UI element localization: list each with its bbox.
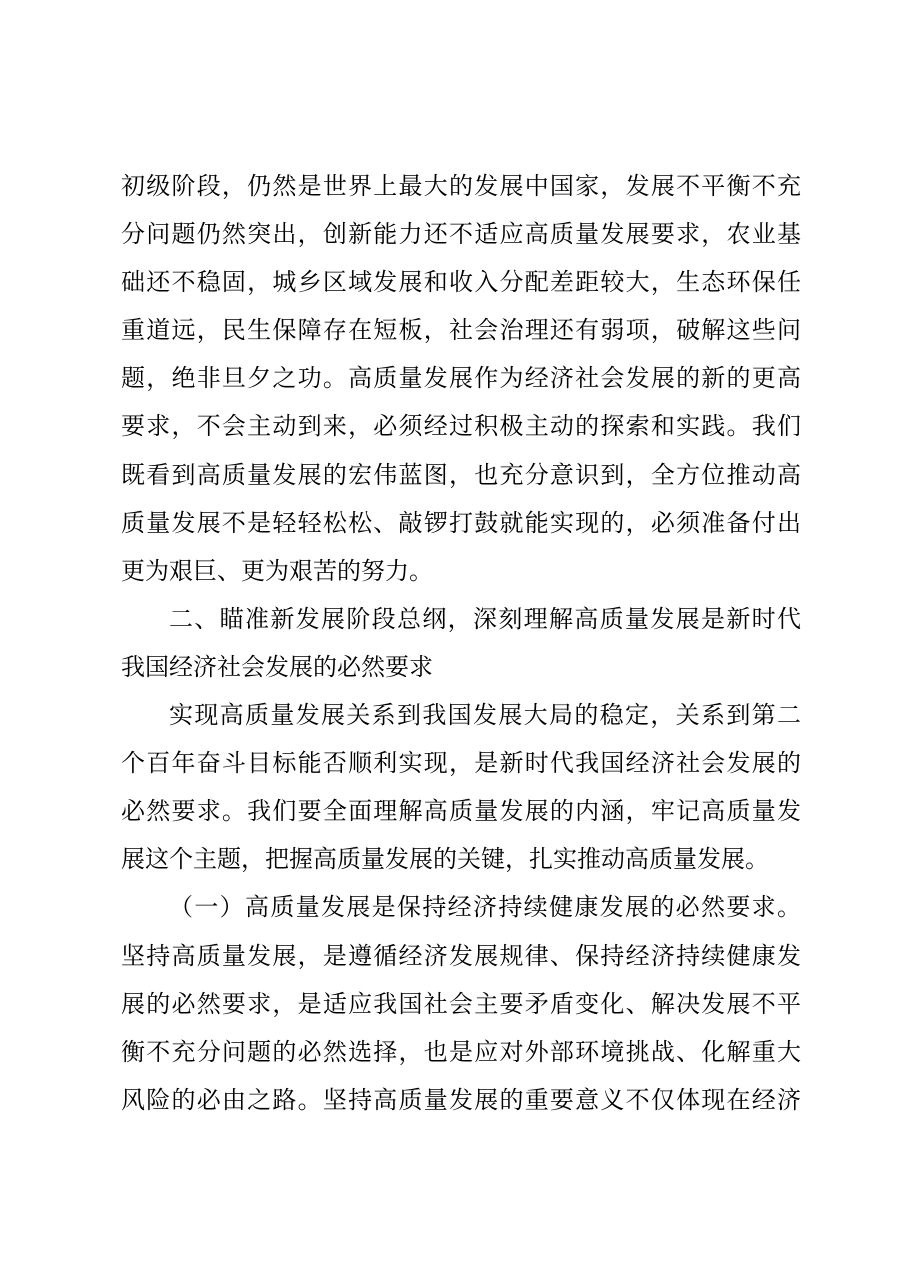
paragraph-line: 衡不充分问题的必然选择，也是应对外部环境挑战、化解重大 bbox=[121, 1037, 801, 1066]
paragraph-line: 既看到高质量发展的宏伟蓝图，也充分意识到，全方位推动高 bbox=[121, 460, 801, 489]
paragraph-line: 个百年奋斗目标能否顺利实现，是新时代我国经济社会发展的 bbox=[121, 749, 801, 778]
paragraph-line: 必然要求。我们要全面理解高质量发展的内涵，牢记高质量发 bbox=[121, 797, 801, 826]
paragraph-line: 风险的必由之路。坚持高质量发展的重要意义不仅体现在经济 bbox=[121, 1085, 801, 1114]
document-body bbox=[121, 162, 801, 1124]
paragraph-line: 分问题仍然突出，创新能力还不适应高质量发展要求，农业基 bbox=[121, 220, 801, 249]
paragraph-line: 要求，不会主动到来，必须经过积极主动的探索和实践。我们 bbox=[121, 412, 801, 441]
paragraph-line: 更为艰巨、更为艰苦的努力。 bbox=[121, 556, 433, 585]
subsection-heading-line: （一）高质量发展是保持经济持续健康发展的必然要求。 bbox=[169, 893, 801, 922]
paragraph-line: 质量发展不是轻轻松松、敲锣打鼓就能实现的，必须准备付出 bbox=[121, 508, 801, 537]
paragraph-line: 重道远，民生保障存在短板，社会治理还有弱项，破解这些问 bbox=[121, 316, 801, 345]
paragraph-line: 实现高质量发展关系到我国发展大局的稳定，关系到第二 bbox=[169, 701, 801, 730]
section-heading-line: 二、瞄准新发展阶段总纲，深刻理解高质量发展是新时代 bbox=[169, 604, 801, 633]
paragraph-line: 础还不稳固，城乡区域发展和收入分配差距较大，生态环保任 bbox=[121, 268, 801, 297]
paragraph-line: 坚持高质量发展，是遵循经济发展规律、保持经济持续健康发 bbox=[121, 941, 801, 970]
paragraph-line: 展这个主题，把握高质量发展的关键，扎实推动高质量发展。 bbox=[121, 845, 769, 874]
paragraph-line: 题，绝非旦夕之功。高质量发展作为经济社会发展的新的更高 bbox=[121, 364, 801, 393]
paragraph-line: 展的必然要求，是适应我国社会主要矛盾变化、解决发展不平 bbox=[121, 989, 801, 1018]
paragraph-line: 初级阶段，仍然是世界上最大的发展中国家，发展不平衡不充 bbox=[121, 172, 801, 200]
section-heading-line: 我国经济社会发展的必然要求 bbox=[121, 652, 433, 681]
